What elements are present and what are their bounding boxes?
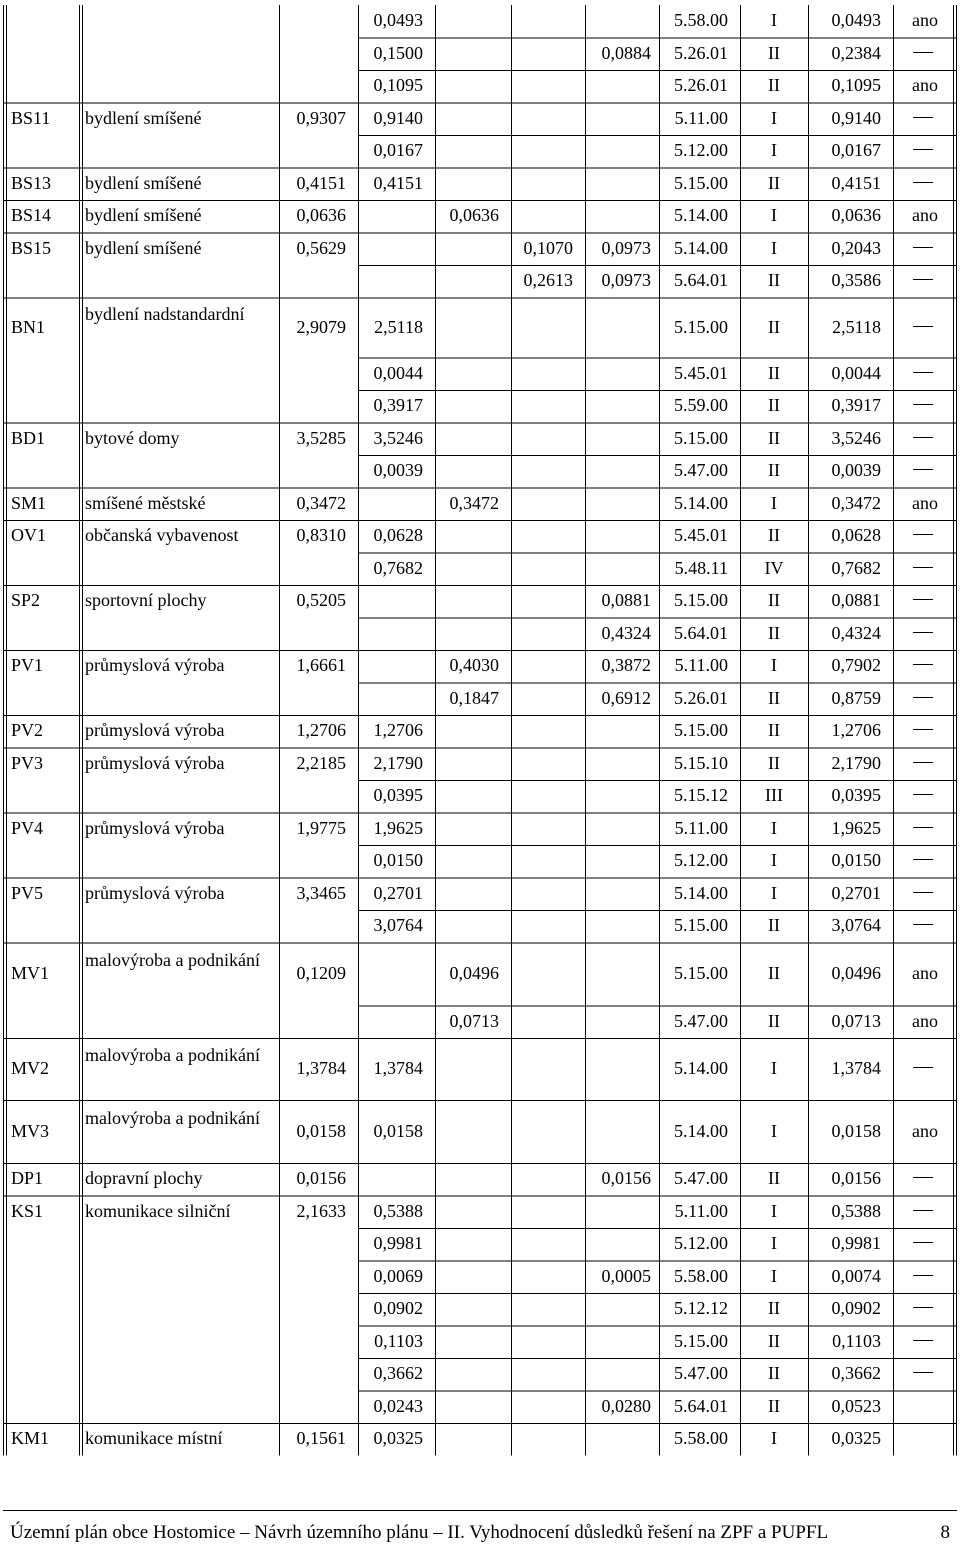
empty-mark xyxy=(913,404,933,405)
cell-bpej: 5.14.00 xyxy=(674,205,728,226)
cell-c1: 0,2701 xyxy=(373,882,423,903)
empty-mark xyxy=(913,1372,933,1373)
cell-c3: 0,1070 xyxy=(523,237,573,258)
cell-sum: 0,4324 xyxy=(831,622,881,643)
cell-sum: 0,0881 xyxy=(831,590,881,611)
cell-sum: 2,1790 xyxy=(831,752,881,773)
cell-cls: II xyxy=(768,963,780,983)
cell-bpej: 5.48.11 xyxy=(674,557,728,578)
cell-use: bydlení smíšené xyxy=(85,107,202,128)
cell-bpej: 5.64.01 xyxy=(674,1395,728,1416)
empty-mark xyxy=(913,599,933,600)
cell-use: smíšené městské xyxy=(85,492,206,513)
cell-total: 0,1209 xyxy=(296,963,346,983)
empty-mark xyxy=(913,892,933,893)
cell-sum: 0,3586 xyxy=(831,270,881,291)
cell-bpej: 5.15.10 xyxy=(674,752,728,773)
cell-sum: 0,0156 xyxy=(831,1168,881,1189)
cell-use: bydlení smíšené xyxy=(85,205,202,226)
cell-cls: II xyxy=(768,590,780,611)
cell-c1: 2,1790 xyxy=(373,752,423,773)
cell-sum: 0,0158 xyxy=(831,1120,881,1141)
empty-mark xyxy=(913,437,933,438)
cell-cls: II xyxy=(768,316,780,337)
table-grid xyxy=(3,5,957,1485)
cell-use: průmyslová výroba xyxy=(85,752,225,773)
cell-bpej: 5.11.00 xyxy=(674,817,728,838)
cell-cls: III xyxy=(765,785,783,806)
cell-cls: I xyxy=(771,107,777,128)
cell-cls: I xyxy=(771,1058,777,1078)
cell-use: malovýroba a podnikání xyxy=(85,1107,260,1128)
cell-sum: 0,4151 xyxy=(831,172,881,193)
cell-code: PV1 xyxy=(11,655,44,676)
cell-sum: 0,8759 xyxy=(831,687,881,708)
empty-mark xyxy=(913,182,933,183)
cell-c4: 0,0156 xyxy=(601,1168,651,1189)
cell-bpej: 5.15.00 xyxy=(674,915,728,936)
cell-sum: 0,7902 xyxy=(831,655,881,676)
cell-use: průmyslová výroba xyxy=(85,720,225,741)
cell-sum: 0,0713 xyxy=(831,1010,881,1031)
empty-mark xyxy=(913,1067,933,1068)
cell-c1: 0,0325 xyxy=(373,1428,423,1449)
cell-bpej: 5.47.00 xyxy=(674,1168,728,1189)
empty-mark xyxy=(913,52,933,53)
cell-sum: 0,0395 xyxy=(831,785,881,806)
cell-c1: 0,0039 xyxy=(373,460,423,481)
cell-total: 1,3784 xyxy=(296,1058,346,1078)
empty-mark xyxy=(913,567,933,568)
cell-code: BS15 xyxy=(11,237,52,258)
cell-use: bydlení smíšené xyxy=(85,172,202,193)
cell-cls: II xyxy=(768,1168,780,1189)
cell-bpej: 5.45.01 xyxy=(674,362,728,383)
cell-bpej: 5.64.01 xyxy=(674,622,728,643)
footer-rule xyxy=(3,1510,957,1511)
empty-mark xyxy=(913,827,933,828)
cell-total: 3,5285 xyxy=(296,427,346,448)
empty-mark xyxy=(913,924,933,925)
cell-c1: 0,0493 xyxy=(373,10,423,31)
cell-c2: 0,0713 xyxy=(449,1010,499,1031)
cell-c2: 0,0636 xyxy=(449,205,499,226)
cell-code: PV2 xyxy=(11,720,44,741)
empty-mark xyxy=(913,326,933,327)
cell-sum: 0,0496 xyxy=(831,963,881,983)
cell-cls: I xyxy=(771,882,777,903)
cell-c1: 3,0764 xyxy=(373,915,423,936)
cell-flag: ano xyxy=(912,963,938,983)
cell-c4: 0,0280 xyxy=(601,1395,651,1416)
cell-sum: 0,2384 xyxy=(831,42,881,63)
empty-mark xyxy=(913,247,933,248)
cell-cls: I xyxy=(771,1233,777,1254)
cell-bpej: 5.45.01 xyxy=(674,525,728,546)
cell-cls: II xyxy=(768,395,780,416)
cell-bpej: 5.14.00 xyxy=(674,492,728,513)
cell-sum: 1,2706 xyxy=(831,720,881,741)
cell-bpej: 5.47.00 xyxy=(674,460,728,481)
cell-c1: 0,0628 xyxy=(373,525,423,546)
cell-c1: 0,0158 xyxy=(373,1120,423,1141)
cell-sum: 0,0493 xyxy=(831,10,881,31)
cell-flag: ano xyxy=(912,1120,938,1141)
cell-use: dopravní plochy xyxy=(85,1168,203,1189)
cell-sum: 0,3662 xyxy=(831,1363,881,1384)
cell-use: průmyslová výroba xyxy=(85,817,225,838)
cell-sum: 0,1103 xyxy=(832,1330,881,1351)
cell-c1: 0,9140 xyxy=(373,107,423,128)
cell-total: 0,0158 xyxy=(296,1120,346,1141)
cell-bpej: 5.64.01 xyxy=(674,270,728,291)
cell-bpej: 5.14.00 xyxy=(674,1120,728,1141)
cell-c4: 0,0884 xyxy=(601,42,651,63)
cell-cls: II xyxy=(768,687,780,708)
cell-total: 0,4151 xyxy=(296,172,346,193)
cell-sum: 0,0902 xyxy=(831,1298,881,1319)
cell-code: KM1 xyxy=(11,1428,50,1449)
cell-cls: I xyxy=(771,205,777,226)
cell-cls: IV xyxy=(764,557,784,578)
cell-c4: 0,0881 xyxy=(601,590,651,611)
cell-use: bydlení nadstandardní xyxy=(85,303,245,324)
cell-sum: 0,7682 xyxy=(831,557,881,578)
cell-cls: I xyxy=(771,492,777,513)
cell-bpej: 5.11.00 xyxy=(674,107,728,128)
cell-total: 0,0636 xyxy=(296,205,346,226)
cell-bpej: 5.14.00 xyxy=(674,1058,728,1078)
cell-bpej: 5.15.00 xyxy=(674,963,728,983)
cell-total: 0,0156 xyxy=(296,1168,346,1189)
empty-mark xyxy=(913,372,933,373)
cell-c2: 0,0496 xyxy=(449,963,499,983)
cell-flag: ano xyxy=(912,205,938,226)
cell-cls: II xyxy=(768,1395,780,1416)
empty-mark xyxy=(913,632,933,633)
cell-sum: 0,9981 xyxy=(831,1233,881,1254)
cell-total: 1,2706 xyxy=(296,720,346,741)
cell-flag: ano xyxy=(912,492,938,513)
cell-cls: II xyxy=(768,1363,780,1384)
cell-bpej: 5.12.00 xyxy=(674,140,728,161)
cell-c2: 0,4030 xyxy=(449,655,499,676)
cell-flag: ano xyxy=(912,75,938,96)
cell-sum: 2,5118 xyxy=(832,316,881,337)
cell-bpej: 5.47.00 xyxy=(674,1010,728,1031)
cell-c1: 0,0395 xyxy=(373,785,423,806)
cell-c1: 3,5246 xyxy=(373,427,423,448)
cell-cls: II xyxy=(768,362,780,383)
cell-sum: 0,2701 xyxy=(831,882,881,903)
cell-total: 2,2185 xyxy=(296,752,346,773)
cell-total: 0,3472 xyxy=(296,492,346,513)
cell-total: 1,6661 xyxy=(296,655,346,676)
empty-mark xyxy=(913,1275,933,1276)
cell-cls: I xyxy=(771,850,777,871)
cell-use: průmyslová výroba xyxy=(85,655,225,676)
empty-mark xyxy=(913,469,933,470)
cell-c1: 0,3662 xyxy=(373,1363,423,1384)
cell-sum: 0,0039 xyxy=(831,460,881,481)
cell-sum: 0,2043 xyxy=(831,237,881,258)
cell-bpej: 5.11.00 xyxy=(674,655,728,676)
cell-code: KS1 xyxy=(11,1200,44,1221)
cell-c4: 0,3872 xyxy=(601,655,651,676)
cell-c1: 0,0167 xyxy=(373,140,423,161)
cell-bpej: 5.58.00 xyxy=(674,1428,728,1449)
cell-cls: I xyxy=(771,237,777,258)
cell-c4: 0,6912 xyxy=(601,687,651,708)
cell-use: komunikace místní xyxy=(85,1428,223,1449)
cell-total: 0,1561 xyxy=(296,1428,346,1449)
cell-total: 2,9079 xyxy=(296,316,346,337)
cell-c4: 0,0973 xyxy=(601,237,651,258)
cell-cls: I xyxy=(771,655,777,676)
cell-use: sportovní plochy xyxy=(85,590,207,611)
cell-flag: ano xyxy=(912,10,938,31)
empty-mark xyxy=(913,117,933,118)
cell-cls: I xyxy=(771,1265,777,1286)
cell-bpej: 5.26.01 xyxy=(674,42,728,63)
cell-cls: I xyxy=(771,1120,777,1141)
cell-flag: ano xyxy=(912,1010,938,1031)
page-footer xyxy=(0,1510,960,1543)
empty-mark xyxy=(913,1210,933,1211)
cell-bpej: 5.26.01 xyxy=(674,75,728,96)
cell-c1: 0,1095 xyxy=(373,75,423,96)
cell-use: komunikace silniční xyxy=(85,1200,231,1221)
cell-bpej: 5.15.00 xyxy=(674,1330,728,1351)
empty-mark xyxy=(913,762,933,763)
cell-cls: I xyxy=(771,1200,777,1221)
cell-code: PV5 xyxy=(11,882,44,903)
cell-sum: 0,0325 xyxy=(831,1428,881,1449)
cell-cls: II xyxy=(768,622,780,643)
cell-code: BS13 xyxy=(11,172,52,193)
cell-sum: 3,5246 xyxy=(831,427,881,448)
cell-c1: 0,7682 xyxy=(373,557,423,578)
cell-c1: 0,5388 xyxy=(373,1200,423,1221)
cell-use: malovýroba a podnikání xyxy=(85,1045,260,1065)
cell-use: občanská vybavenost xyxy=(85,525,239,546)
cell-total: 0,8310 xyxy=(296,525,346,546)
cell-cls: I xyxy=(771,1428,777,1449)
footer-title: Územní plán obce Hostomice – Návrh územního plánu – II. Vyhodnocení důsledků řešení na ZPF a PUPFL xyxy=(10,1522,829,1543)
empty-mark xyxy=(913,794,933,795)
cell-c2: 0,3472 xyxy=(449,492,499,513)
cell-use: bydlení smíšené xyxy=(85,237,202,258)
cell-cls: II xyxy=(768,1330,780,1351)
cell-cls: I xyxy=(771,10,777,31)
cell-c1: 1,3784 xyxy=(373,1058,423,1078)
cell-cls: II xyxy=(768,270,780,291)
cell-c2: 0,1847 xyxy=(449,687,499,708)
cell-c1: 0,0044 xyxy=(373,362,423,383)
cell-bpej: 5.26.01 xyxy=(674,687,728,708)
cell-c1: 0,4151 xyxy=(373,172,423,193)
cell-c1: 0,0902 xyxy=(373,1298,423,1319)
cell-code: PV3 xyxy=(11,752,44,773)
cell-code: SM1 xyxy=(11,492,47,513)
empty-mark xyxy=(913,534,933,535)
empty-mark xyxy=(913,697,933,698)
cell-total: 0,5205 xyxy=(296,590,346,611)
cell-sum: 0,1095 xyxy=(831,75,881,96)
cell-c4: 0,4324 xyxy=(601,622,651,643)
cell-c1: 1,2706 xyxy=(373,720,423,741)
cell-bpej: 5.47.00 xyxy=(674,1363,728,1384)
cell-c1: 0,1103 xyxy=(374,1330,423,1351)
cell-c1: 0,9981 xyxy=(373,1233,423,1254)
cell-bpej: 5.12.00 xyxy=(674,1233,728,1254)
empty-mark xyxy=(913,729,933,730)
cell-cls: II xyxy=(768,427,780,448)
cell-cls: II xyxy=(768,720,780,741)
cell-sum: 0,5388 xyxy=(831,1200,881,1221)
cell-sum: 0,3917 xyxy=(831,395,881,416)
cell-c1: 1,9625 xyxy=(373,817,423,838)
cell-sum: 0,0628 xyxy=(831,525,881,546)
empty-mark xyxy=(913,1340,933,1341)
cell-bpej: 5.11.00 xyxy=(674,1200,728,1221)
cell-cls: II xyxy=(768,460,780,481)
cell-cls: II xyxy=(768,752,780,773)
cell-total: 0,5629 xyxy=(296,237,346,258)
cell-c1: 0,3917 xyxy=(373,395,423,416)
cell-bpej: 5.15.00 xyxy=(674,720,728,741)
cell-code: MV1 xyxy=(11,963,50,983)
cell-code: BD1 xyxy=(11,427,46,448)
empty-mark xyxy=(913,1242,933,1243)
empty-mark xyxy=(913,149,933,150)
land-use-table xyxy=(3,5,957,1485)
cell-sum: 1,3784 xyxy=(831,1058,881,1078)
empty-mark xyxy=(913,1177,933,1178)
cell-bpej: 5.15.00 xyxy=(674,172,728,193)
cell-total: 3,3465 xyxy=(296,882,346,903)
cell-cls: II xyxy=(768,172,780,193)
cell-c3: 0,2613 xyxy=(523,270,573,291)
cell-total: 2,1633 xyxy=(296,1200,346,1221)
cell-sum: 0,0074 xyxy=(831,1265,881,1286)
cell-sum: 0,0167 xyxy=(831,140,881,161)
cell-cls: II xyxy=(768,915,780,936)
cell-bpej: 5.15.12 xyxy=(674,785,728,806)
cell-code: OV1 xyxy=(11,525,46,546)
empty-mark xyxy=(913,859,933,860)
cell-code: MV2 xyxy=(11,1058,50,1078)
cell-code: SP2 xyxy=(11,590,41,611)
cell-c1: 0,0150 xyxy=(373,850,423,871)
cell-cls: II xyxy=(768,1298,780,1319)
cell-total: 1,9775 xyxy=(296,817,346,838)
cell-code: BS14 xyxy=(11,205,52,226)
cell-sum: 3,0764 xyxy=(831,915,881,936)
cell-sum: 0,0636 xyxy=(831,205,881,226)
cell-cls: I xyxy=(771,140,777,161)
cell-c4: 0,0973 xyxy=(601,270,651,291)
cell-total: 0,9307 xyxy=(296,107,346,128)
cell-bpej: 5.15.00 xyxy=(674,427,728,448)
cell-bpej: 5.12.00 xyxy=(674,850,728,871)
empty-mark xyxy=(913,664,933,665)
cell-code: BN1 xyxy=(11,316,46,337)
cell-cls: II xyxy=(768,75,780,96)
cell-use: malovýroba a podnikání xyxy=(85,950,260,970)
cell-bpej: 5.12.12 xyxy=(674,1298,728,1319)
cell-sum: 0,9140 xyxy=(831,107,881,128)
cell-sum: 1,9625 xyxy=(831,817,881,838)
cell-bpej: 5.15.00 xyxy=(674,316,728,337)
cell-code: DP1 xyxy=(11,1168,44,1189)
cell-cls: II xyxy=(768,1010,780,1031)
cell-c1: 2,5118 xyxy=(374,316,423,337)
cell-c1: 0,1500 xyxy=(373,42,423,63)
cell-use: průmyslová výroba xyxy=(85,882,225,903)
cell-bpej: 5.14.00 xyxy=(674,237,728,258)
cell-c1: 0,0069 xyxy=(373,1265,423,1286)
cell-sum: 0,0044 xyxy=(831,362,881,383)
cell-sum: 0,0150 xyxy=(831,850,881,871)
cell-c4: 0,0005 xyxy=(601,1265,651,1286)
cell-code: MV3 xyxy=(11,1120,50,1141)
cell-bpej: 5.14.00 xyxy=(674,882,728,903)
cell-bpej: 5.58.00 xyxy=(674,1265,728,1286)
cell-cls: I xyxy=(771,817,777,838)
cell-code: BS11 xyxy=(11,107,51,128)
cell-sum: 0,0523 xyxy=(831,1395,881,1416)
cell-cls: II xyxy=(768,42,780,63)
cell-c1: 0,0243 xyxy=(373,1395,423,1416)
cell-bpej: 5.59.00 xyxy=(674,395,728,416)
cell-bpej: 5.15.00 xyxy=(674,590,728,611)
cell-use: bytové domy xyxy=(85,427,180,448)
cell-bpej: 5.58.00 xyxy=(674,10,728,31)
page-number: 8 xyxy=(940,1522,950,1543)
cell-cls: II xyxy=(768,525,780,546)
empty-mark xyxy=(913,1307,933,1308)
empty-mark xyxy=(913,279,933,280)
cell-sum: 0,3472 xyxy=(831,492,881,513)
cell-code: PV4 xyxy=(11,817,44,838)
